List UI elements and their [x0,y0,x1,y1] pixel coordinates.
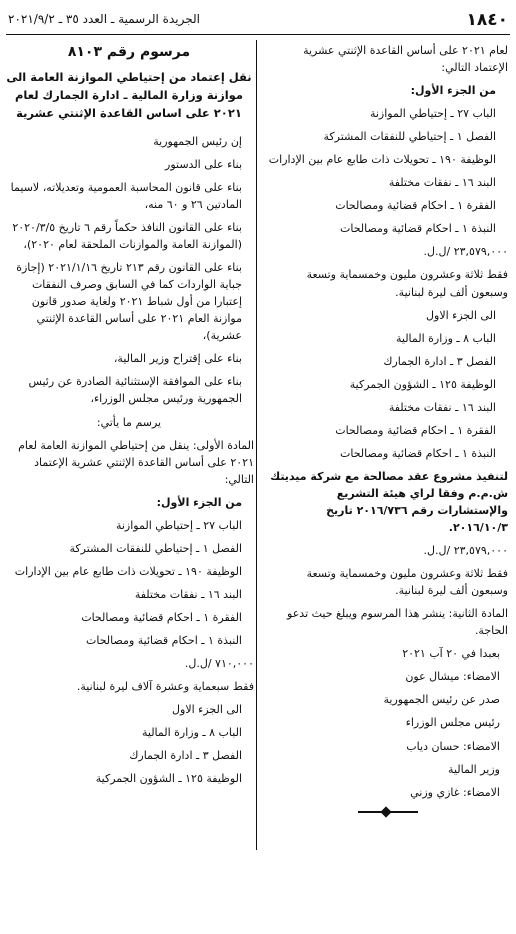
right-column [268,42,508,815]
to-part-heading: الى الجزء الاول [426,308,496,322]
end-separator [358,809,418,815]
clause-line: النبذة ١ ـ احكام قضائية ومصالحات [340,446,496,460]
paragraph-line: الفقرة ١ ـ احكام قضائية ومصالحات [335,199,496,213]
continued-intro: لعام ٢٠٢١ على أساس القاعدة الإثنتي عشرية الإعتماد التالي: [303,44,508,75]
amount-figure: ٧١٠,٠٠٠ /ل.ل. [184,657,254,671]
amount-in-words: فقط ثلاثة وعشرون مليون وخمسماية وتسعة وسبعون ألف ليرة لبنانية. [306,567,508,598]
finance-minister-title: وزير المالية [448,762,500,776]
clause-line: النبذة ١ ـ احكام قضائية ومصالحات [86,633,242,647]
function-line: الوظيفة ١٢٥ ـ الشؤون الجمركية [95,772,242,786]
pm-title: رئيس مجلس الوزراء [405,716,500,730]
president-signature: الامضاء: ميشال عون [405,670,500,684]
recital: بناء على القانون رقم ٢١٣ تاريخ ٢٠٢١/١/١٦ (إجازة جباية الواردات كما في السابق وصرف النفقات إعتبارا من أول شباط ٢٠٢١ ولغاية صدور قانون موازنة العام ٢٠٢١ على أساس القاعدة الإثنتي عشرية)، [16,261,242,343]
amount-figure: ٢٣,٥٧٩,٠٠٠ /ل.ل. [423,544,508,558]
decrees-line: يرسم ما يأتي: [96,415,162,429]
page-number: ١٨٤٠ [466,10,508,30]
amount-in-words: فقط سبعماية وعشرة آلاف ليرة لبنانية. [76,680,254,694]
decree-subject: نقل إعتماد من إحتياطي الموازنة العامة الى موازنة وزارة المالية ـ ادارة الجمارك لعام ٢٠٢١ على اساس القاعدة الإثنتي عشرية [6,69,252,121]
decree-title: مرسوم رقم ٨١٠٣ [67,44,191,60]
page-header [6,8,510,34]
column-divider [256,40,257,850]
decree-date: بعبدا في ٢٠ آب ٢٠٢١ [402,647,500,661]
recital: بناء على قانون المحاسبة العمومية وتعديلاته، لاسيما المادتين ٢٦ و ٦٠ منه، [10,180,242,211]
president-line: إن رئيس الجمهورية [153,134,242,148]
finance-minister-signature: الامضاء: غازي وزني [410,785,500,799]
recital: بناء على القانون النافذ حكماً رقم ٦ تاريخ ٢٠٢٠/٣/٥ (الموازنة العامة والموازنات الملحقة لعام ٢٠٢٠)، [12,221,242,252]
recital: بناء على إقتراح وزير المالية، [113,352,242,366]
amount-in-words: فقط ثلاثة وعشرون مليون وخمسماية وتسعة وسبعون ألف ليرة لبنانية. [306,268,508,299]
issued-by: صدر عن رئيس الجمهورية [383,693,500,707]
function-line: الوظيفة ١٩٠ ـ تحويلات ذات طابع عام بين الإدارات [14,564,242,578]
chapter-line: الباب ٢٧ ـ إحتياطي الموازنة [115,518,242,532]
item-line: البند ١٦ ـ نفقات مختلفة [388,176,496,190]
amount-figure: ٢٣,٥٧٩,٠٠٠ /ل.ل. [423,245,508,259]
purpose-statement: لتنفيذ مشروع عقد مصالحة مع شركة ميديتك ش.م.م وفقا لراي هيئة التشريع والإستشارات رقم ٢٠١٦/٧٣٦ تاريخ ٢٠١٦/١٠/٣. [270,469,508,535]
function-line: الوظيفة ١٩٠ ـ تحويلات ذات طابع عام بين الإدارات [268,153,496,167]
from-part-heading: من الجزء الأول: [410,84,496,98]
section-line: الفصل ١ ـ إحتياطي للنفقات المشتركة [323,130,496,144]
gazette-issue-line: الجريدة الرسمية ـ العدد ٣٥ ـ ٢٠٢١/٩/٢ [8,12,200,26]
chapter-line: الباب ٨ ـ وزارة المالية [395,331,496,345]
pm-signature: الامضاء: حسان دياب [406,739,500,753]
paragraph-line: الفقرة ١ ـ احكام قضائية ومصالحات [81,610,242,624]
recital: بناء على الدستور [165,157,242,171]
function-line: الوظيفة ١٢٥ ـ الشؤون الجمركية [349,377,496,391]
item-line: البند ١٦ ـ نفقات مختلفة [388,400,496,414]
article-one: المادة الأولى: ينقل من إحتياطي الموازنة العامة لعام ٢٠٢١ على أساس القاعدة الإثنتي عشرية الإعتماد التالي: [18,438,254,486]
section-line: الفصل ٣ ـ ادارة الجمارك [129,749,242,763]
article-two: المادة الثانية: ينشر هذا المرسوم ويبلغ حيث تدعو الحاجة. [287,607,508,638]
clause-line: النبذة ١ ـ احكام قضائية ومصالحات [340,222,496,236]
left-column [4,42,254,793]
from-part-heading: من الجزء الأول: [156,495,242,509]
chapter-line: الباب ٢٧ ـ إحتياطي الموازنة [369,107,496,121]
header-rule [6,34,510,35]
paragraph-line: الفقرة ١ ـ احكام قضائية ومصالحات [335,423,496,437]
to-part-heading: الى الجزء الاول [172,703,242,717]
item-line: البند ١٦ ـ نفقات مختلفة [134,587,242,601]
chapter-line: الباب ٨ ـ وزارة المالية [141,726,242,740]
section-line: الفصل ١ ـ إحتياطي للنفقات المشتركة [69,541,242,555]
recital: بناء على الموافقة الإستثنائية الصادرة عن رئيس الجمهورية ورئيس مجلس الوزراء، [28,375,242,406]
section-line: الفصل ٣ ـ ادارة الجمارك [383,354,496,368]
